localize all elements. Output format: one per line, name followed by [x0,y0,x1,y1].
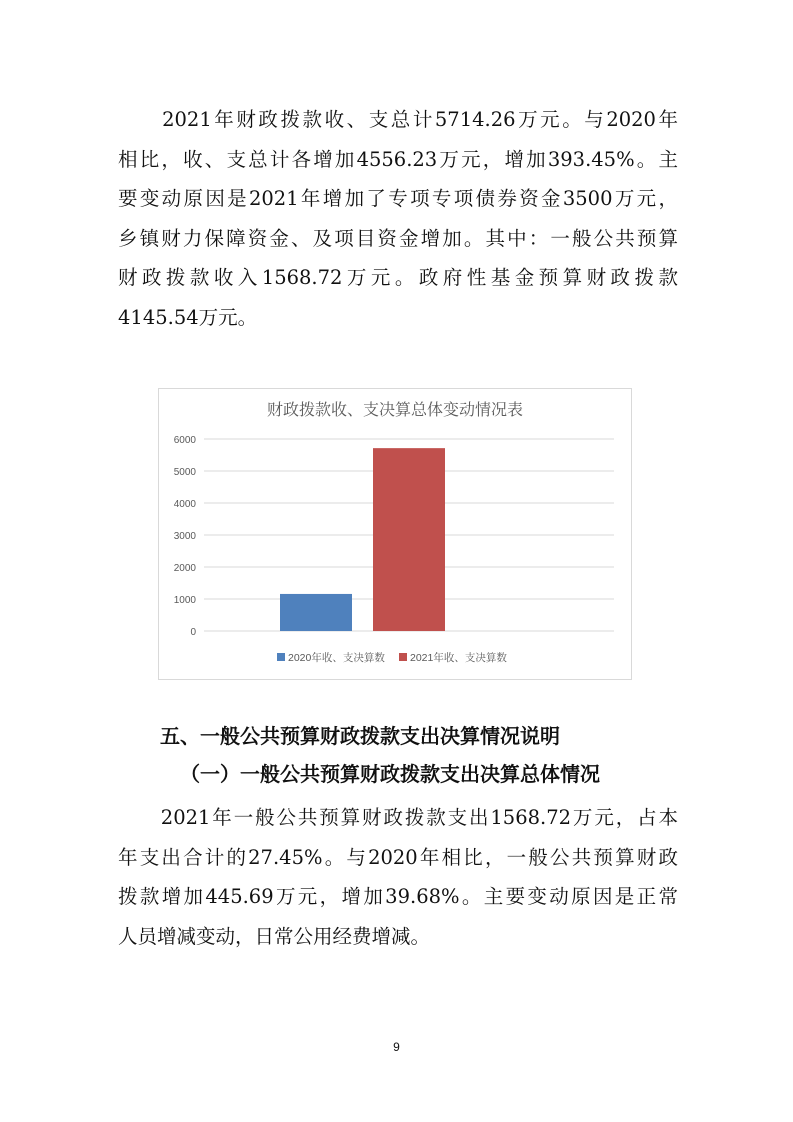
text-line: 2021年财政拨款收、支总计5714.26万元。与2020年 [118,108,678,131]
text-line: 财政拨款收入1568.72万元。政府性基金预算财政拨款 [118,266,678,289]
y-tick-label: 4000 [173,499,196,510]
bar [373,448,445,631]
page-number: 9 [393,1040,400,1054]
y-tick-label: 0 [190,627,196,638]
text-line: 2021年一般公共预算财政拨款支出1568.72万元，占本 [118,806,678,829]
y-tick-label: 3000 [173,531,196,542]
text-line: 要变动原因是2021年增加了专项专项债券资金3500万元， [118,187,678,210]
legend-swatch [277,653,285,661]
paragraph-total-funds [118,100,678,337]
y-tick-label: 5000 [173,467,196,478]
paragraph-general-budget [118,798,678,956]
text-line: 拨款增加445.69万元，增加39.68%。主要变动原因是正常 [118,885,678,908]
text-line: 年支出合计的27.45%。与2020年相比，一般公共预算财政 [118,845,678,869]
bar-chart [158,388,632,680]
section-heading: 五、一般公共预算财政拨款支出决算情况说明 [160,724,560,748]
chart-title: 财政拨款收、支决算总体变动情况表 [266,402,524,419]
text-line: 乡镇财力保障资金、及项目资金增加。其中：一般公共预算 [118,226,678,250]
text-line: 人员增减变动，日常公用经费增减。 [118,924,431,948]
legend-label: 2020年收、支决算数 [288,652,385,664]
y-tick-label: 2000 [173,563,196,574]
chart-canvas [159,389,631,679]
bar [280,594,352,631]
text-line: 4145.54万元。 [118,305,258,329]
y-tick-label: 6000 [173,435,196,446]
section-subheading: （一）一般公共预算财政拨款支出决算总体情况 [180,762,600,786]
y-tick-label: 1000 [173,595,196,606]
text-line: 相比，收、支总计各增加4556.23万元，增加393.45%。主 [118,147,678,171]
legend-swatch [399,653,407,661]
legend-label: 2021年收、支决算数 [410,652,507,664]
